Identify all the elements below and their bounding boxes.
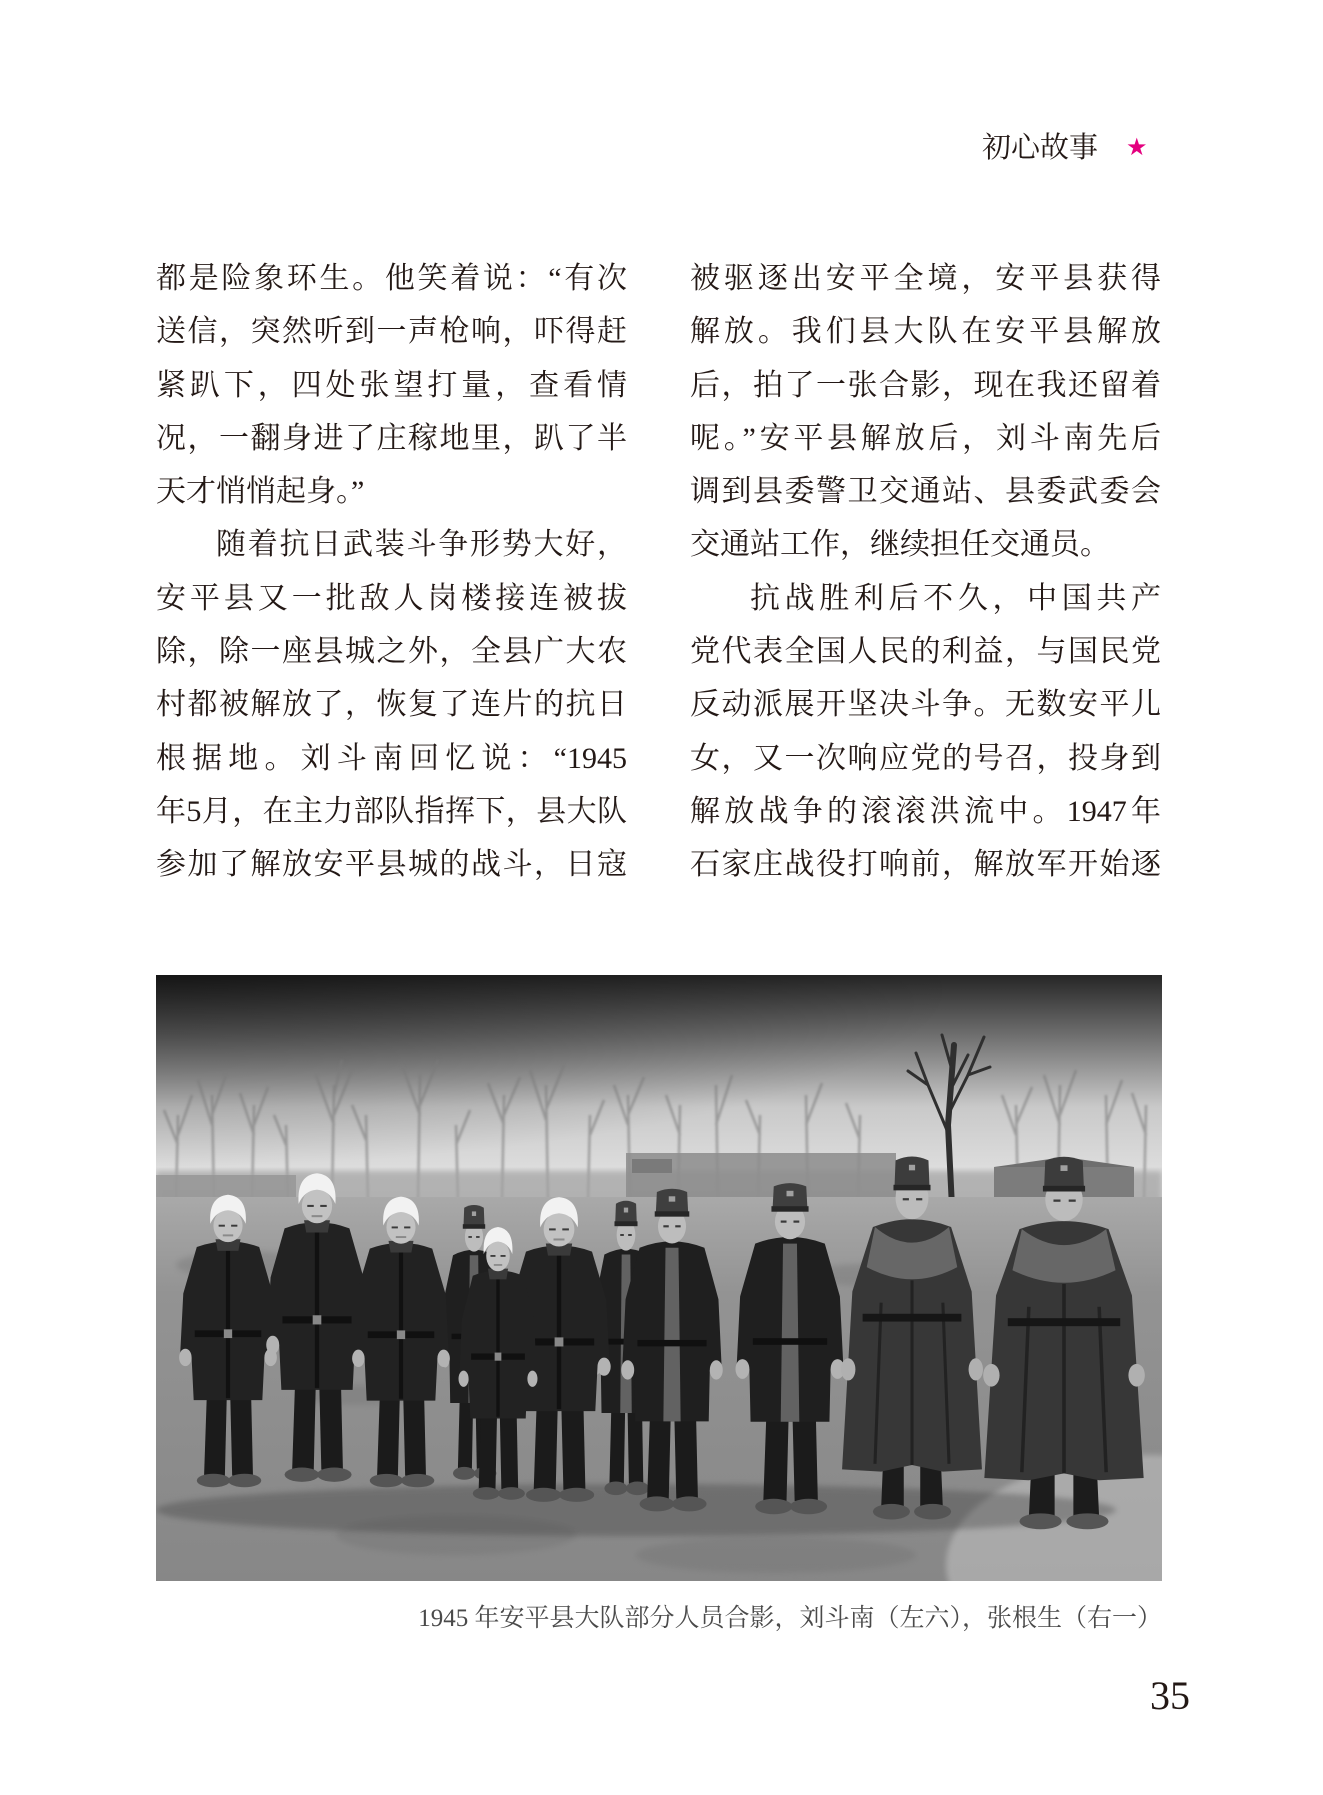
text-column-right [690,252,1161,892]
text-line: 根据地。刘斗南回忆说：“1945 [156,741,627,775]
section-title: 初心故事 [982,132,1099,164]
text-line: 解放。我们县大队在安平县解放 [690,315,1161,349]
text-line: 女，又一次响应党的号召，投身到 [690,741,1161,775]
group-photo [156,975,1162,1581]
photo-caption: 1945 年安平县大队部分人员合影，刘斗南（左六），张根生（右一） [418,1605,1162,1632]
text-line: 交通站工作，继续担任交通员。 [690,528,1110,562]
text-line: 随着抗日武装斗争形势大好， [216,528,627,562]
text-line: 抗战胜利后不久，中国共产 [750,581,1161,615]
text-line: 都是险象环生。他笑着说：“有次 [156,262,627,295]
text-line: 解放战争的滚滚洪流中。1947年 [690,794,1161,828]
text-line: 被驱逐出安平全境，安平县获得 [690,262,1161,295]
text-line: 送信，突然听到一声枪响，吓得赶 [156,315,627,349]
text-column-left [156,252,627,892]
text-line: 天才悄悄起身。” [156,475,365,509]
text-line: 况，一翻身进了庄稼地里，趴了半 [156,421,627,455]
text-line: 调到县委警卫交通站、县委武委会 [690,475,1161,509]
text-line: 石家庄战役打响前，解放军开始逐 [690,848,1161,882]
page-number: 35 [1150,1673,1190,1718]
text-line: 年5月，在主力部队指挥下，县大队 [156,794,627,828]
text-line: 参加了解放安平县城的战斗，日寇 [156,848,627,882]
star-icon: ★ [1126,134,1148,161]
text-line: 呢。”安平县解放后，刘斗南先后 [690,421,1161,455]
text-line: 安平县又一批敌人岗楼接连被拔 [156,581,627,615]
text-line: 后，拍了一张合影，现在我还留着 [690,368,1161,402]
text-line: 村都被解放了，恢复了连片的抗日 [156,688,627,722]
text-line: 反动派展开坚决斗争。无数安平儿 [690,688,1161,722]
text-line: 党代表全国人民的利益，与国民党 [690,635,1161,669]
running-head [982,130,1148,166]
text-line: 除，除一座县城之外，全县广大农 [156,635,627,669]
text-line: 紧趴下，四处张望打量，查看情 [156,368,627,402]
